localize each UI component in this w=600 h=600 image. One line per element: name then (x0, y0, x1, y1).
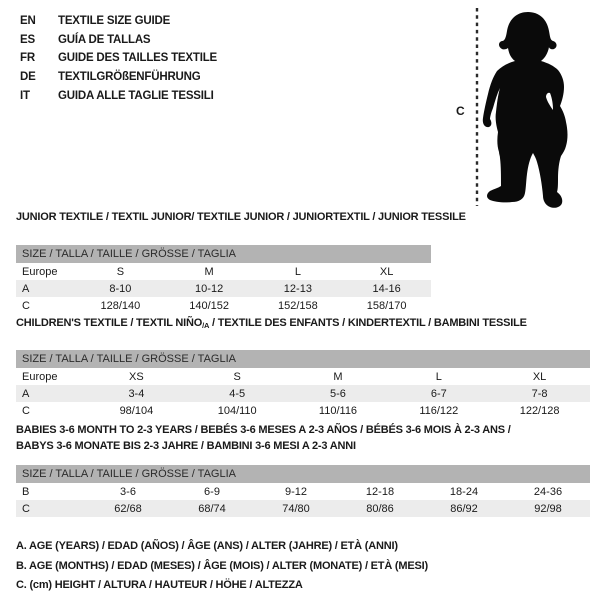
table-row-europe (16, 263, 431, 280)
language-legend (20, 12, 217, 105)
table-cell: 92/98 (534, 502, 562, 515)
table-row-a (16, 385, 590, 402)
table-cell: 116/122 (419, 404, 459, 417)
footnotes (16, 537, 428, 596)
table-cell: 110/116 (318, 404, 358, 417)
table-cell: S (116, 265, 125, 278)
junior-size-table (16, 245, 431, 314)
table-cell: 8-10 (109, 282, 132, 295)
table-cell: 24-36 (533, 485, 563, 498)
lang-code: ES (20, 33, 35, 46)
children-title-subscript: /A (202, 321, 210, 330)
table-row-b (16, 483, 590, 500)
table-cell: L (435, 370, 442, 383)
table-cell: 128/140 (100, 299, 141, 312)
table-cell: 158/170 (366, 299, 407, 312)
children-size-table (16, 350, 590, 419)
lang-row-de (20, 68, 217, 87)
size-header-bar: SIZE / TALLA / TAILLE / GRÖSSE / TAGLIA (16, 350, 590, 368)
table-cell: 140/152 (189, 299, 229, 312)
table-cell: 5-6 (330, 387, 346, 400)
row-label: A (22, 387, 30, 400)
junior-section-title: JUNIOR TEXTILE / TEXTIL JUNIOR/ TEXTILE JUNIOR / JUNIORTEXTIL / JUNIOR TESSILE (16, 211, 466, 223)
babies-size-table (16, 465, 590, 517)
table-cell: M (333, 370, 343, 383)
children-title-prefix: CHILDREN'S TEXTILE / TEXTIL NIÑO (16, 317, 203, 329)
lang-row-fr (20, 49, 217, 68)
table-cell: 6-7 (430, 387, 447, 400)
table-cell: 4-5 (229, 387, 246, 400)
height-measure-label: C (456, 104, 465, 118)
row-label: C (22, 502, 30, 515)
footnote-b: B. AGE (MONTHS) / EDAD (MESES) / ÂGE (MOIS) / ALTER (MONATE) / ETÀ (MESI) (16, 559, 428, 572)
table-cell: 10-12 (195, 282, 224, 295)
table-cell: 152/158 (277, 299, 318, 312)
footnote-a: A. AGE (YEARS) / EDAD (AÑOS) / ÂGE (ANS) / ALTER (JAHRE) / ETÀ (ANNI) (16, 540, 398, 552)
size-header-bar: SIZE / TALLA / TAILLE / GRÖSSE / TAGLIA (16, 245, 431, 263)
lang-code: FR (20, 52, 35, 65)
lang-code: DE (20, 71, 36, 84)
table-cell: XL (532, 370, 547, 383)
lang-label: TEXTILGRÖßENFÜHRUNG (58, 71, 201, 84)
row-label: A (22, 282, 30, 295)
toddler-silhouette-icon (483, 12, 568, 208)
table-row-a (16, 280, 431, 297)
table-row-europe (16, 368, 590, 385)
footnote-c: C. (cm) HEIGHT / ALTURA / HAUTEUR / HÖHE / ALTEZZA (16, 579, 303, 591)
table-cell: XL (379, 265, 394, 278)
table-cell: 80/86 (366, 502, 394, 515)
table-row-c (16, 297, 431, 314)
table-cell: 18-24 (449, 485, 479, 498)
table-cell: 62/68 (114, 502, 142, 515)
lang-label: GUIDA ALLE TAGLIE TESSILI (58, 89, 214, 102)
row-label: B (22, 485, 30, 498)
row-label: C (22, 404, 30, 417)
babies-section-title-line2: BABYS 3-6 MONATE BIS 2-3 JAHRE / BAMBINI 3-6 MESI A 2-3 ANNI (16, 439, 356, 452)
lang-row-es (20, 31, 217, 50)
table-cell: 122/128 (519, 404, 560, 417)
row-label: C (22, 299, 30, 312)
table-cell: L (294, 265, 301, 278)
lang-label: TEXTILE SIZE GUIDE (58, 15, 171, 28)
table-row-c (16, 500, 590, 517)
table-cell: 98/104 (119, 404, 154, 417)
table-row-c (16, 402, 590, 419)
babies-section-title-line1: BABIES 3-6 MONTH TO 2-3 YEARS / BEBÉS 3-6 MESES A 2-3 AÑOS / BÉBÉS 3-6 MOIS À 2-3 ANS / (16, 424, 511, 436)
table-cell: S (233, 370, 241, 383)
lang-code: IT (20, 89, 30, 102)
table-cell: M (204, 265, 214, 278)
size-header-bar: SIZE / TALLA / TAILLE / GRÖSSE / TAGLIA (16, 465, 590, 483)
table-cell: 14-16 (372, 282, 401, 295)
row-label: Europe (22, 370, 58, 383)
table-cell: 12-18 (365, 485, 395, 498)
lang-code: EN (20, 15, 36, 28)
lang-label: GUÍA DE TALLAS (58, 33, 151, 46)
table-cell: 12-13 (283, 282, 312, 295)
table-cell: 104/110 (217, 404, 257, 417)
table-cell: XS (129, 370, 144, 383)
table-cell: 3-6 (120, 485, 136, 498)
table-cell: 9-12 (284, 485, 308, 498)
table-cell: 7-8 (531, 387, 548, 400)
table-cell: 6-9 (204, 485, 220, 498)
lang-label: GUIDE DES TAILLES TEXTILE (58, 52, 217, 65)
lang-row-en (20, 12, 217, 31)
table-cell: 74/80 (282, 502, 310, 515)
children-section-title (16, 317, 527, 330)
lang-row-it (20, 86, 217, 105)
children-title-suffix: / TEXTILE DES ENFANTS / KINDERTEXTIL / BAMBINI TESSILE (209, 317, 527, 329)
row-label: Europe (22, 265, 58, 278)
table-cell: 3-4 (128, 387, 145, 400)
table-cell: 86/92 (450, 502, 478, 515)
table-cell: 68/74 (198, 502, 226, 515)
